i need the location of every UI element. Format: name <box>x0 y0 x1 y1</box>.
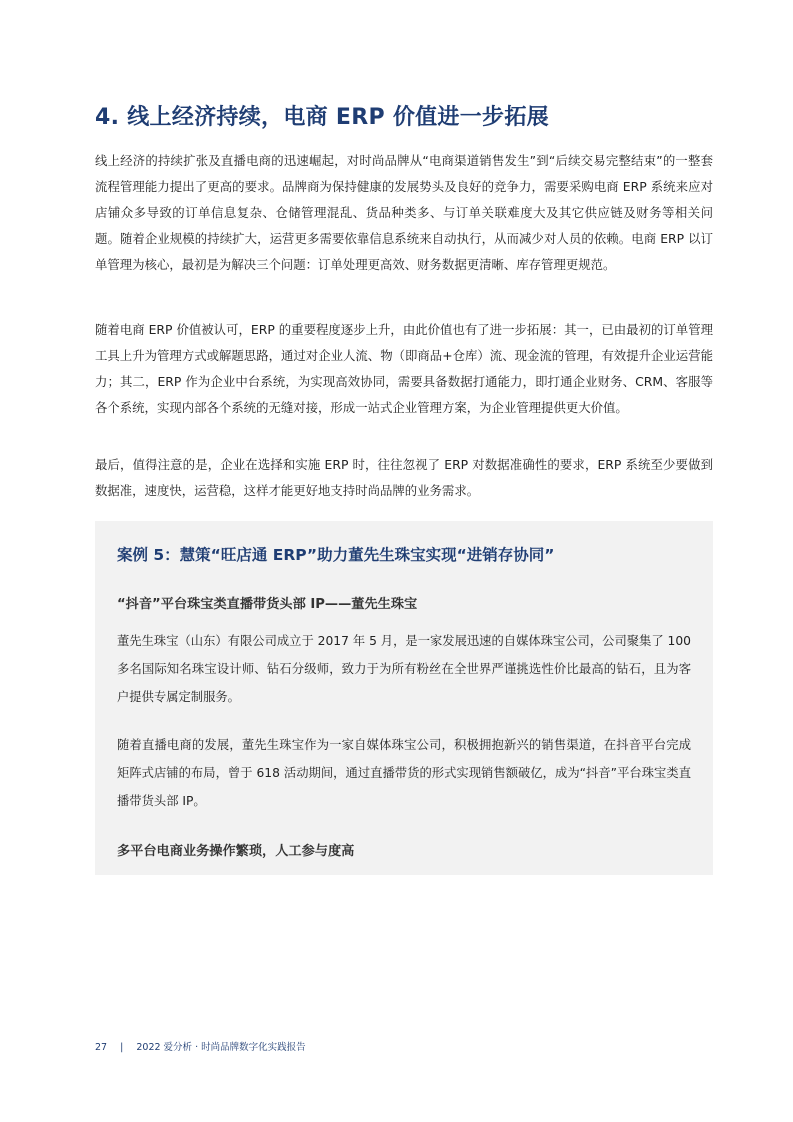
section-title: 4. 线上经济持续，电商 ERP 价值进一步拓展 <box>95 105 549 130</box>
case-paragraph-2: 随着直播电商的发展，董先生珠宝作为一家自媒体珠宝公司，积极拥抱新兴的销售渠道，在抖音平台完成矩阵式店铺的布局，曾于 618 活动期间，通过直播带货的形式实现销售额破亿，成为“抖音”平台珠宝类直播带货头部 IP。 <box>117 738 691 808</box>
page-footer <box>95 1039 306 1053</box>
page-number: 27 <box>95 1042 108 1053</box>
body-paragraph-1: 线上经济的持续扩张及直播电商的迅速崛起，对时尚品牌从“电商渠道销售发生”到“后续交易完整结束”的一整套流程管理能力提出了更高的要求。品牌商为保持健康的发展势头及良好的竞争力，需要采购电商 ERP 系统来应对店铺众多导致的订单信息复杂、仓储管理混乱、货品种类多、与订单关联难度大及其它供应链及财务等相关问题。随着企业规模的持续扩大，运营更多需要依靠信息系统来自动执行，从而减少对人员的依赖。电商 ERP 以订单管理为核心，最初是为解决三个问题：订单处理更高效、财务数据更清晰、库存管理更规范。 <box>95 153 713 272</box>
case-subheading: 多平台电商业务操作繁琐，人工参与度高 <box>117 844 355 859</box>
body-paragraph-2: 随着电商 ERP 价值被认可，ERP 的重要程度逐步上升，由此价值也有了进一步拓展：其一，已由最初的订单管理工具上升为管理方式或解题思路，通过对企业人流、物（即商品+仓库）流、现金流的管理，有效提升企业运营能力；其二，ERP 作为企业中台系统，为实现高效协同，需要具备数据打通能力，即打通企业财务、CRM、客服等各个系统，实现内部各个系统的无缝对接，形成一站式企业管理方案，为企业管理提供更大价值。 <box>95 322 713 415</box>
case-study-box <box>95 521 713 875</box>
body-paragraph-3: 最后，值得注意的是，企业在选择和实施 ERP 时，往往忽视了 ERP 对数据准确性的要求，ERP 系统至少要做到数据准，速度快，运营稳，这样才能更好地支持时尚品牌的业务需求。 <box>95 457 713 498</box>
case-title: 案例 5：慧策“旺店通 ERP”助力董先生珠宝实现“进销存协同” <box>117 546 555 564</box>
case-subtitle: “抖音”平台珠宝类直播带货头部 IP——董先生珠宝 <box>117 597 418 612</box>
case-paragraph-1: 董先生珠宝（山东）有限公司成立于 2017 年 5 月，是一家发展迅速的自媒体珠宝公司，公司聚集了 100 多名国际知名珠宝设计师、钻石分级师，致力于为所有粉丝在全世界严谨挑选性价比最高的钻石，且为客户提供专属定制服务。 <box>117 634 692 704</box>
footer-separator: | <box>120 1042 124 1053</box>
report-title: 2022 爱分析 · 时尚品牌数字化实践报告 <box>136 1042 306 1053</box>
